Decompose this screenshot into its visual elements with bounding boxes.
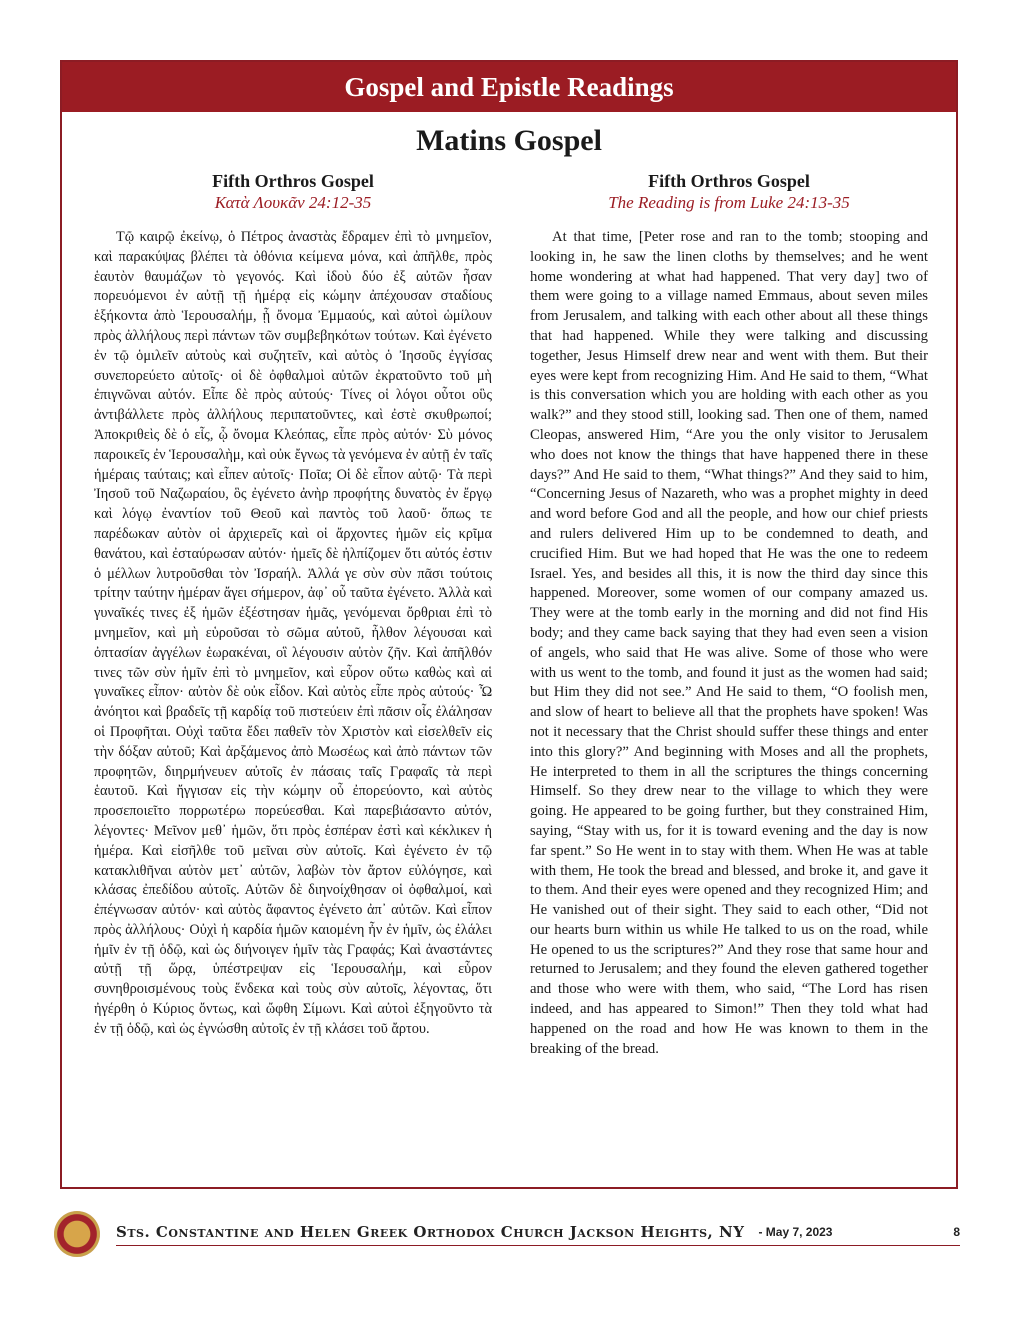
greek-text: Τῷ καιρῷ ἐκείνῳ, ὁ Πέτρος ἀναστὰς ἔδραμεν ἐπὶ τὸ μνημεῖον, καὶ παρακύψας βλέπει τὰ ὀθόνια κείμενα μόνα, καὶ ἀπῆλθε, πρὸς ἑαυτὸν θαυμάζων τὸ γεγονός. Καὶ ἰδοὺ δύο ἐξ αὐτῶν ἦσαν πορευόμενοι ἐν αὐτῇ τῇ ἡμέρᾳ εἰς κώμην ἀπέχουσαν σταδίους ἑξήκοντα ἀπὸ Ἱερουσαλήμ, ᾗ ὄνομα Ἐμμαούς, καὶ αὐτοὶ ὡμίλουν πρὸς ἀλλήλους περὶ πάντων τῶν συμβεβηκότων τούτων. Καὶ ἐγένετο ἐν τῷ ὁμιλεῖν αὐτοὺς καὶ συζητεῖν, καὶ αὐτὸς ὁ Ἰησοῦς ἐγγίσας συνεπορεύετο αὐτοῖς· οἱ δὲ ὀφθαλμοὶ αὐτῶν ἐκρατοῦντο τοῦ μὴ ἐπιγνῶναι αὐτόν. Εἶπε δὲ πρὸς αὐτούς· Τίνες οἱ λόγοι οὗτοι οὓς ἀντιβάλλετε πρὸς ἀλλήλους περιπατοῦντες, καὶ ἐστὲ σκυθρωποί; Ἀποκριθεὶς δὲ ὁ εἷς, ᾧ ὄνομα Κλεόπας, εἶπε πρὸς αὐτόν· Σὺ μόνος παροικεῖς ἐν Ἱερουσαλὴμ, καὶ οὐκ ἔγνως τὰ γενόμενα ἐν αὐτῇ ἐν ταῖς ἡμέραις ταύταις; καὶ εἶπεν αὐτοῖς· Ποῖα; Οἱ δὲ εἶπον αὐτῷ· Τὰ περὶ Ἰησοῦ τοῦ Ναζωραίου, ὃς ἐγένετο ἀνὴρ προφήτης δυνατὸς ἐν ἔργῳ καὶ λόγῳ ἐναντίον τοῦ Θεοῦ καὶ παντὸς τοῦ λαοῦ· ὅπως τε παρέδωκαν αὐτὸν οἱ ἀρχιερεῖς καὶ οἱ ἄρχοντες ἡμῶν εἰς κρῖμα θανάτου, καὶ ἐσταύρωσαν αὐτόν· ἡμεῖς δὲ ἠλπίζομεν ὅτι αὐτός ἐστιν ὁ μέλλων λυτροῦσθαι τὸν Ἰσραήλ. Ἀλλά γε σὺν σὺν πᾶσι τούτοις τρίτην ταύτην ἡμέραν ἄγει σήμερον, ἀφ᾽ οὗ ταῦτα ἐγένετο. Ἀλλὰ καὶ γυναῖκές τινες ἐξ ἡμῶν ἐξέστησαν ἡμᾶς, γενόμεναι ὄρθριαι ἐπὶ τὸ μνημεῖον, καὶ μὴ εὑροῦσαι τὸ σῶμα αὐτοῦ, ἦλθον λέγουσαι καὶ ὀπτασίαν ἀγγέλων ἑωρακέναι, οἳ λέγουσιν αὐτὸν ζῆν. Καὶ ἀπῆλθόν τινες τῶν σὺν ἡμῖν ἐπὶ τὸ μνημεῖον, καὶ εὗρον οὕτω καθὼς καὶ αἱ γυναῖκες εἶπον· αὐτὸν δὲ οὐκ εἶδον. Καὶ αὐτὸς εἶπε πρὸς αὐτούς· Ὦ ἀνόητοι καὶ βραδεῖς τῇ καρδίᾳ τοῦ πιστεύειν ἐπὶ πᾶσιν οἷς ἐλάλησαν οἱ Προφῆται. Οὐχὶ ταῦτα ἔδει παθεῖν τὸν Χριστὸν καὶ εἰσελθεῖν εἰς τὴν δόξαν αὐτοῦ; Καὶ ἀρξάμενος ἀπὸ Μωσέως καὶ ἀπὸ πάντων τῶν προφητῶν, διηρμήνευεν αὐτοῖς ἐν πάσαις ταῖς Γραφαῖς τὰ περὶ ἑαυτοῦ. Καὶ ἤγγισαν εἰς τὴν κώμην οὗ ἐπορεύοντο, καὶ αὐτὸς προσεποιεῖτο πορρωτέρω πορεύεσθαι. Καὶ παρεβιάσαντο αὐτόν, λέγοντες· Μεῖνον μεθ᾽ ἡμῶν, ὅτι πρὸς ἑσπέραν ἐστὶ καὶ κέκλικεν ἡ ἡμέρα. Καὶ εἰσῆλθε τοῦ μεῖναι σὺν αὐτοῖς. Καὶ ἐγένετο ἐν τῷ κατακλιθῆναι αὐτὸν μετ᾽ αὐτῶν, λαβὼν τὸν ἄρτον εὐλόγησε, καὶ κλάσας ἐπεδίδου αὐτοῖς. Αὐτῶν δὲ διηνοίχθησαν οἱ ὀφθαλμοί, καὶ ἐπέγνωσαν αὐτόν· καὶ αὐτὸς ἄφαντος ἐγένετο ἀπ᾽ αὐτῶν. Καὶ εἶπον πρὸς ἀλλήλους· Οὐχὶ ἡ καρδία ἡμῶν καιομένη ἦν ἐν ἡμῖν, ὡς ἐλάλει ἡμῖν ἐν τῇ ὁδῷ, καὶ ὡς διήνοιγεν ἡμῖν τὰς Γραφάς; Καὶ ἀναστάντες αὐτῇ τῇ ὥρᾳ, ὑπέστρεψαν εἰς Ἱερουσαλήμ, καὶ εὗρον συνηθροισμένους τοὺς ἕνδεκα καὶ τοὺς σὺν αὐτοῖς, λέγοντας, ὅτι ἠγέρθη ὁ Κύριος ὄντως, καὶ ὤφθη Σίμωνι. Καὶ αὐτοὶ ἐξηγοῦντο τὰ ἐν τῇ ὁδῷ, καὶ ὡς ἐγνώσθη αὐτοῖς ἐν τῇ κλάσει τοῦ ἄρτου. bbox=[94, 229, 492, 1037]
footer-date: - May 7, 2023 bbox=[758, 1224, 833, 1239]
section-title: Matins Gospel bbox=[416, 124, 602, 157]
english-column bbox=[530, 170, 928, 1059]
content-frame bbox=[60, 60, 958, 1189]
church-name: Sts. Constantine and Helen Greek Orthodox Church Jackson Heights, NY bbox=[116, 1222, 745, 1241]
footer-line bbox=[116, 1223, 960, 1246]
greek-reference: Κατὰ Λουκᾶν 24:12-35 bbox=[214, 193, 372, 212]
church-seal-icon bbox=[54, 1211, 100, 1257]
english-reference: The Reading is from Luke 24:13-35 bbox=[608, 193, 850, 212]
header-banner bbox=[62, 62, 956, 112]
header-title: Gospel and Epistle Readings bbox=[344, 71, 674, 102]
page-footer bbox=[60, 1209, 960, 1259]
english-heading: Fifth Orthros Gospel bbox=[648, 171, 810, 191]
greek-heading: Fifth Orthros Gospel bbox=[212, 171, 374, 191]
greek-column bbox=[94, 170, 492, 1040]
page-number: 8 bbox=[953, 1224, 960, 1239]
english-text: At that time, [Peter rose and ran to the tomb; stooping and looking in, he saw the linen cloths by themselves; and he went home wondering at what had happened. That very day] two of them were going to a village named Emmaus, about seven miles from Jerusalem, and talking with each other about all these things that had happened. While they were talking and discussing together, Jesus Himself drew near and went with them. But their eyes were kept from recognizing Him. And He said to them, “What is this conversation which you are holding with each other as you walk?” and they stood still, looking sad. Then one of them, named Cleopas, answered Him, “Are you the only visitor to Jerusalem who does not know the things that have happened there in these days?” And He said to them, “What things?” And they said to him, “Concerning Jesus of Nazareth, who was a prophet mighty in deed and word before God and all the people, and how our chief priests and rulers delivered Him up to be condemned to death, and crucified Him. But we had hoped that He was the one to redeem Israel. Yes, and besides all this, it is now the third day since this happened. Moreover, some women of our company amazed us. They were at the tomb early in the morning and did not find His body; and they came back saying that they had even seen a vision of angels, who said that He was alive. Some of those who were with us went to the tomb, and found it just as the women had said; but Him they did not see.” And He said to them, “O foolish men, and slow of heart to believe all that the prophets have spoken! Was not it necessary that the Christ should suffer these things and enter into this glory?” And beginning with Moses and all the prophets, He interpreted to them in all the scriptures the things concerning Himself. So they drew near to the village to which they were going. He appeared to be going further, but they constrained Him, saying, “Stay with us, for it is toward evening and the day is now far spent.” So He went in to stay with them. When He was at table with them, He took the bread and blessed, and broke it, and gave it to them. And their eyes were opened and they recognized Him; and He vanished out of their sight. They said to each other, “Did not our hearts burn within us while He talked to us on the road, while He opened to us the scriptures?” And they rose that same hour and returned to Jerusalem; and they found the eleven gathered together and those who were with them, who said, “The Lord has risen indeed, and has appeared to Simon!” Then they told what had happened on the road and how He was known to them in the breaking of the bread. bbox=[530, 229, 928, 1057]
